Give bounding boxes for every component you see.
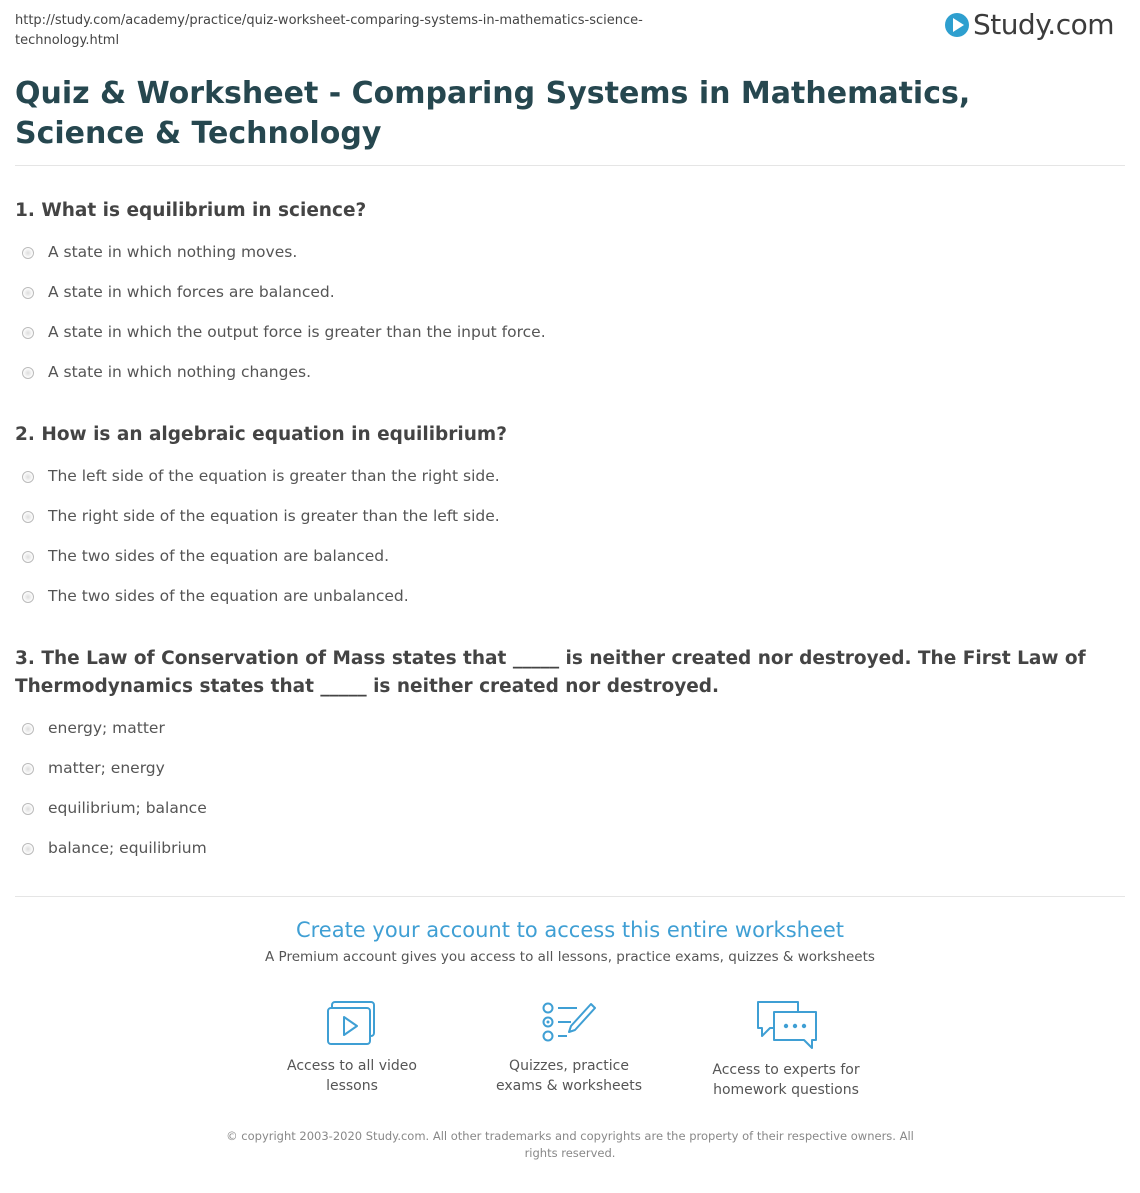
radio-icon[interactable] xyxy=(22,763,34,775)
answer-option-label: The two sides of the equation are balanced. xyxy=(48,547,390,565)
question-1: 1. What is equilibrium in science? xyxy=(15,200,367,221)
quiz-checklist-icon xyxy=(541,1000,597,1046)
answer-option-label: A state in which forces are balanced. xyxy=(48,283,335,301)
answer-option-label: matter; energy xyxy=(48,759,165,777)
page-url: http://study.com/academy/practice/quiz-worksheet-comparing-systems-in-mathematics-science-technology.html xyxy=(15,13,643,48)
answer-option-label: energy; matter xyxy=(48,719,165,737)
answer-option[interactable] xyxy=(22,506,500,546)
logo-text: Study.com xyxy=(972,8,1114,41)
feature-video-lessons xyxy=(252,1000,452,1096)
radio-icon[interactable] xyxy=(22,327,34,339)
answer-option[interactable] xyxy=(22,282,546,322)
feature-quizzes xyxy=(469,1000,669,1096)
divider xyxy=(15,896,1125,897)
chat-bubbles-icon xyxy=(754,1000,818,1050)
question-3: 3. The Law of Conservation of Mass states that _____ is neither created nor destroyed. The First Law of Thermodynamics states that _____ is neither created nor destroyed. xyxy=(15,648,1086,697)
answer-option-label: A state in which nothing moves. xyxy=(48,243,298,261)
radio-icon[interactable] xyxy=(22,511,34,523)
answer-option[interactable] xyxy=(22,322,546,362)
answer-option-label: equilibrium; balance xyxy=(48,799,207,817)
answer-option-label: A state in which nothing changes. xyxy=(48,363,312,381)
radio-icon[interactable] xyxy=(22,551,34,563)
answer-option[interactable] xyxy=(22,798,207,838)
answer-option-label: The left side of the equation is greater than the right side. xyxy=(48,467,500,485)
divider xyxy=(15,165,1125,166)
page-title: Quiz & Worksheet - Comparing Systems in Mathematics, Science & Technology xyxy=(15,76,971,151)
answer-option[interactable] xyxy=(22,242,546,282)
answer-option[interactable] xyxy=(22,546,500,586)
answer-option-label: A state in which the output force is greater than the input force. xyxy=(48,323,546,341)
radio-icon[interactable] xyxy=(22,803,34,815)
radio-icon[interactable] xyxy=(22,843,34,855)
create-account-link[interactable]: Create your account to access this entire worksheet xyxy=(295,918,845,942)
answer-option[interactable] xyxy=(22,758,207,798)
study-logo[interactable] xyxy=(945,8,1114,41)
answer-option-label: The right side of the equation is greater than the left side. xyxy=(48,507,500,525)
answer-option[interactable] xyxy=(22,838,207,878)
question-3-options xyxy=(22,718,207,878)
answer-option[interactable] xyxy=(22,362,546,402)
radio-icon[interactable] xyxy=(22,287,34,299)
radio-icon[interactable] xyxy=(22,247,34,259)
answer-option[interactable] xyxy=(22,586,500,626)
play-logo-icon xyxy=(945,13,969,37)
radio-icon[interactable] xyxy=(22,591,34,603)
video-lesson-icon xyxy=(326,1000,378,1046)
question-2: 2. How is an algebraic equation in equilibrium? xyxy=(15,424,507,445)
answer-option[interactable] xyxy=(22,466,500,506)
premium-description: A Premium account gives you access to all lessons, practice exams, quizzes & worksheets xyxy=(265,949,875,965)
feature-experts xyxy=(686,1000,886,1100)
feature-label: Quizzes, practice exams & worksheets xyxy=(495,1058,643,1094)
answer-option[interactable] xyxy=(22,718,207,758)
answer-option-label: The two sides of the equation are unbalanced. xyxy=(48,587,409,605)
radio-icon[interactable] xyxy=(22,471,34,483)
question-2-options xyxy=(22,466,500,626)
feature-label: Access to all video lessons xyxy=(287,1058,417,1094)
feature-label: Access to experts for homework questions xyxy=(712,1062,860,1098)
copyright-footer: © copyright 2003-2020 Study.com. All other trademarks and copyrights are the property of their respective owners. All rights reserved. xyxy=(226,1129,914,1160)
answer-option-label: balance; equilibrium xyxy=(48,839,207,857)
question-1-options xyxy=(22,242,546,402)
radio-icon[interactable] xyxy=(22,723,34,735)
radio-icon[interactable] xyxy=(22,367,34,379)
